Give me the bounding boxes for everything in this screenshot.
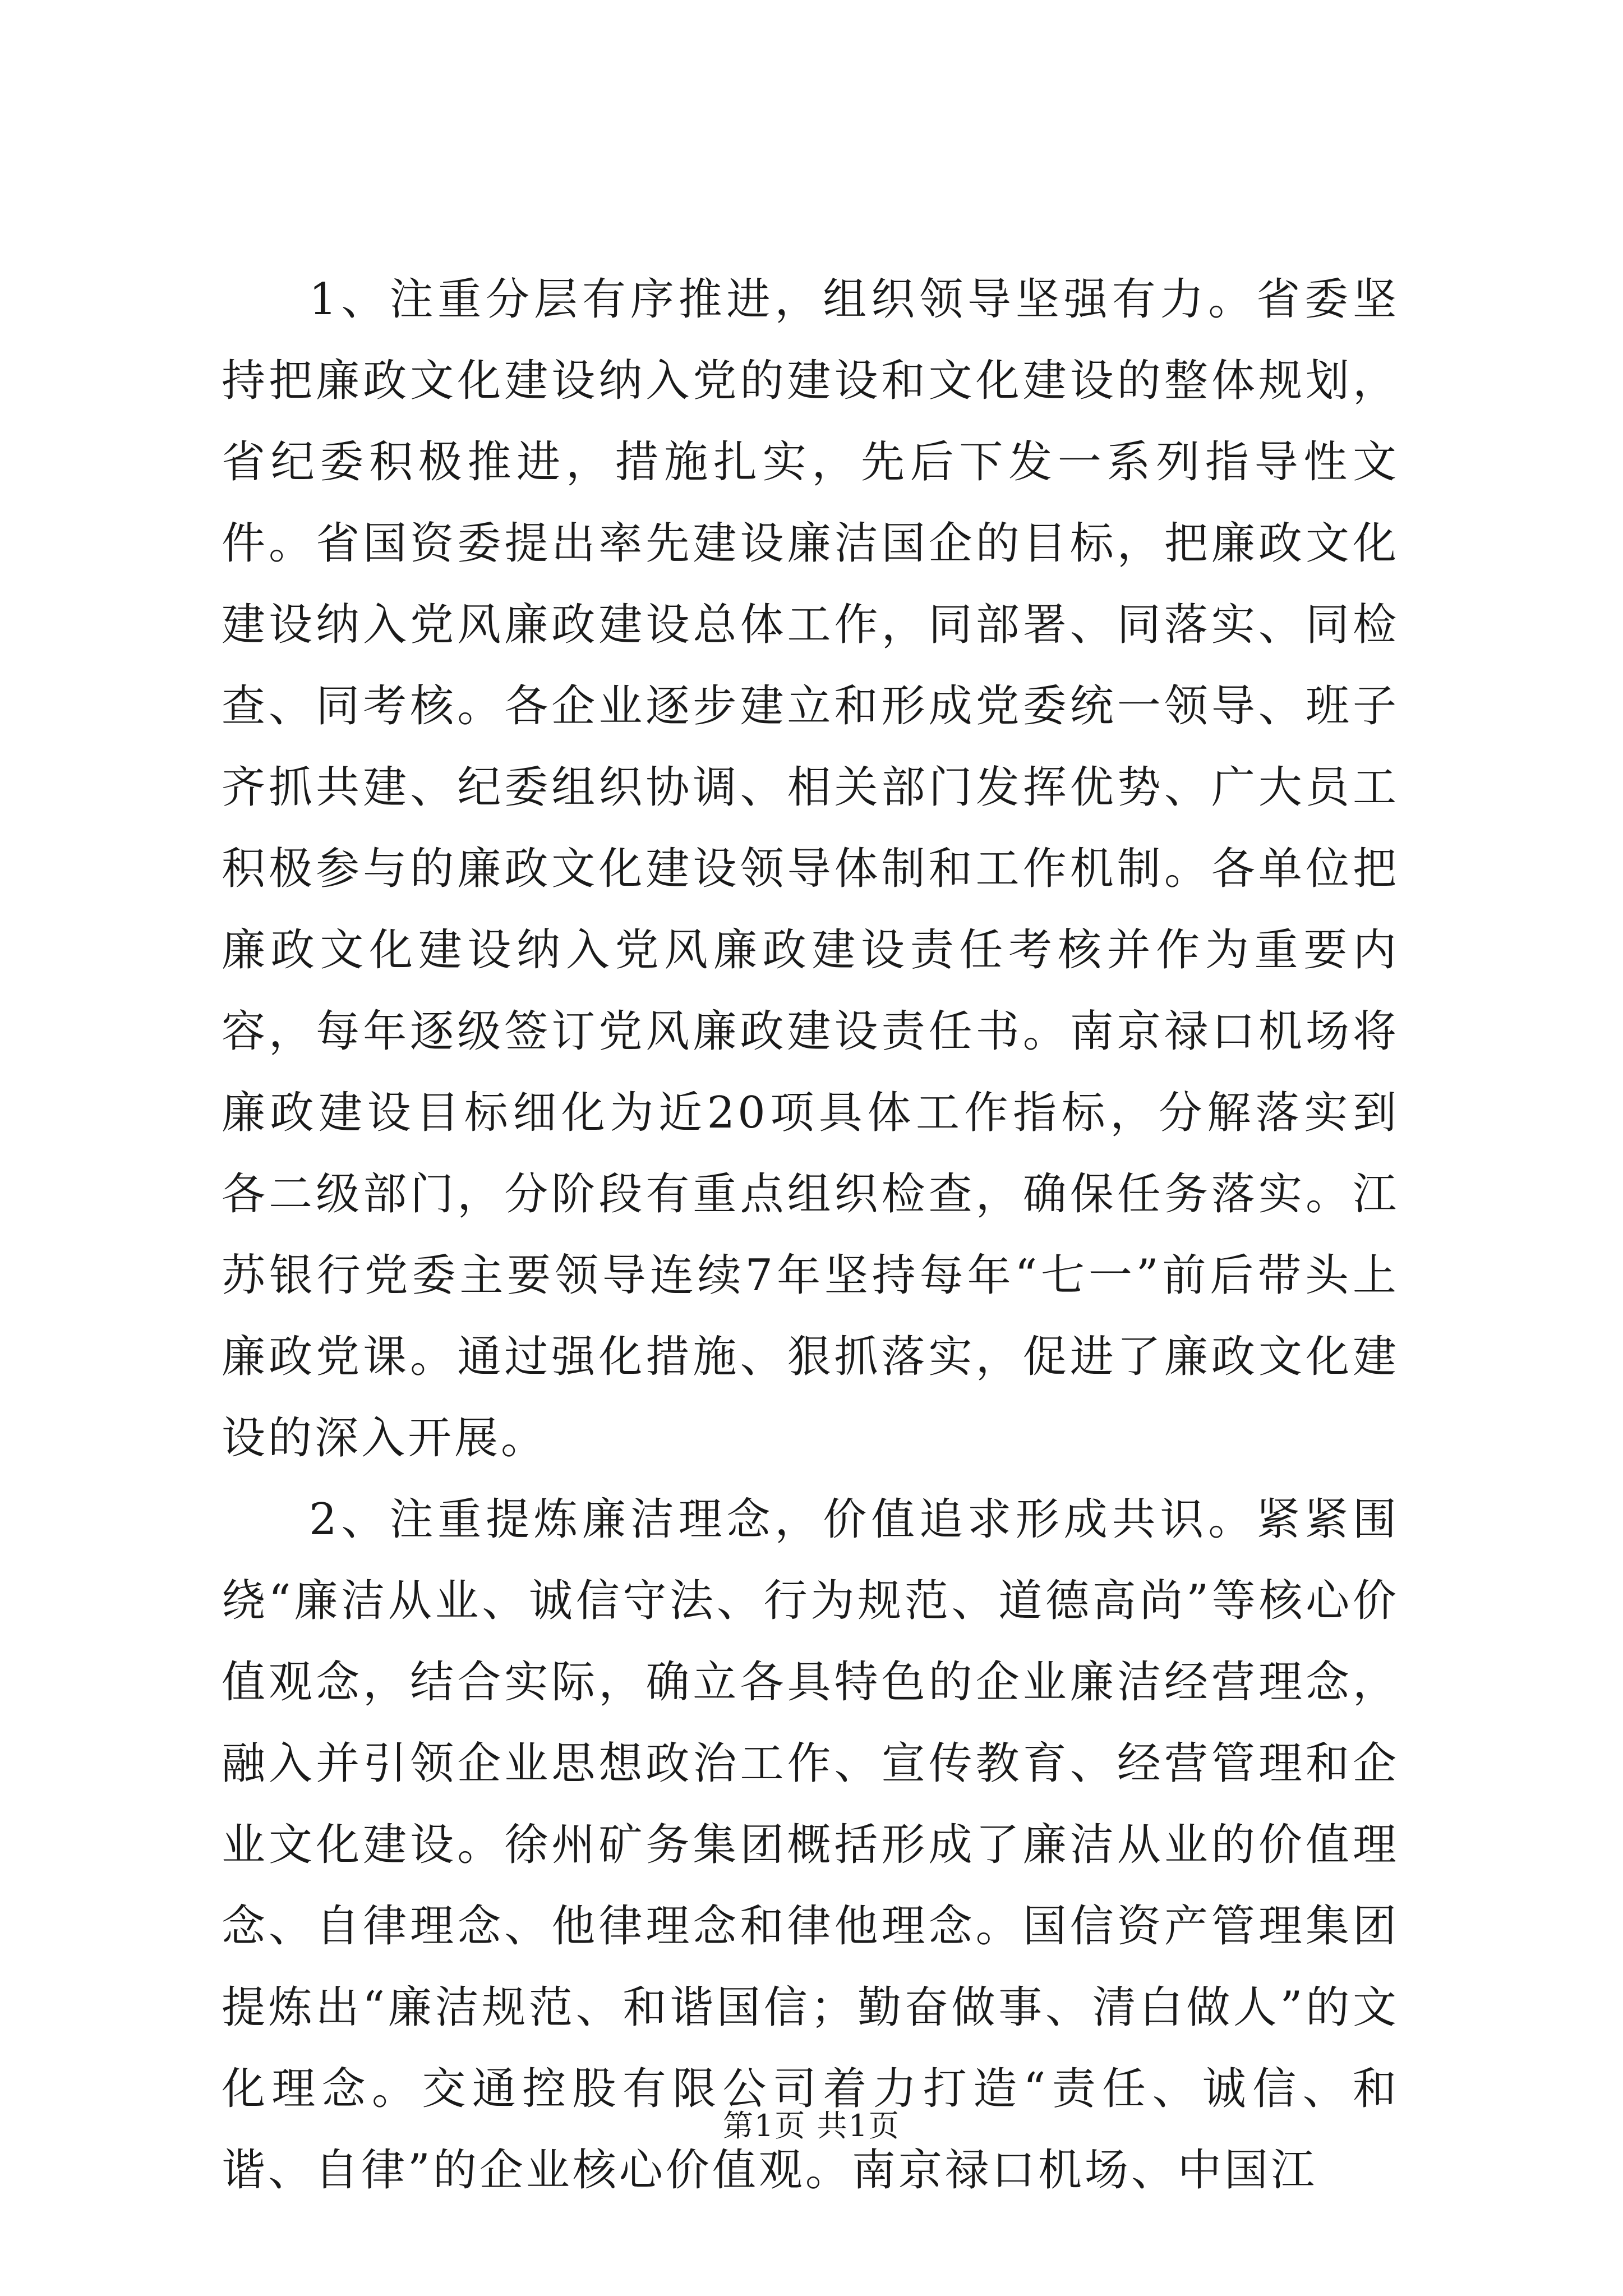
paragraph-1: 1、注重分层有序推进，组织领导坚强有力。省委坚持把廉政文化建设纳入党的建设和文化建设的整体规划，省纪委积极推进，措施扎实，先后下发一系列指导性文件。省国资委提出率先建设廉洁国企的目标，把廉政文化建设纳入党风廉政建设总体工作，同部署、同落实、同检查、同考核。各企业逐步建立和形成党委统一领导、班子齐抓共建、纪委组织协调、相关部门发挥优势、广大员工积极参与的廉政文化建设领导体制和工作机制。各单位把廉政文化建设纳入党风廉政建设责任考核并作为重要内容，每年逐级签订党风廉政建设责任书。南京禄口机场将廉政建设目标细化为近20项具体工作指标，分解落实到各二级部门，分阶段有重点组织检查，确保任务落实。江苏银行党委主要领导连续7年坚持每年“七一”前后带头上廉政党课。通过强化措施、狠抓落实，促进了廉政文化建设的深入开展。 [222, 274, 1399, 1464]
paragraph-2: 2、注重提炼廉洁理念，价值追求形成共识。紧紧围绕“廉洁从业、诚信守法、行为规范、道德高尚”等核心价值观念，结合实际，确立各具特色的企业廉洁经营理念，融入并引领企业思想政治工作、宣传教育、经营管理和企业文化建设。徐州矿务集团概括形成了廉洁从业的价值理念、自律理念、他律理念和律他理念。国信资产管理集团提炼出“廉洁规范、和谐国信；勤奋做事、清白做人”的文化理念。交通控股有限公司着力打造“责任、诚信、和谐、自律”的企业核心价值观。南京禄口机场、中国江 [222, 1494, 1399, 2196]
document-body [222, 259, 1399, 2211]
page-footer: 第1页 共1页 [723, 2108, 900, 2143]
